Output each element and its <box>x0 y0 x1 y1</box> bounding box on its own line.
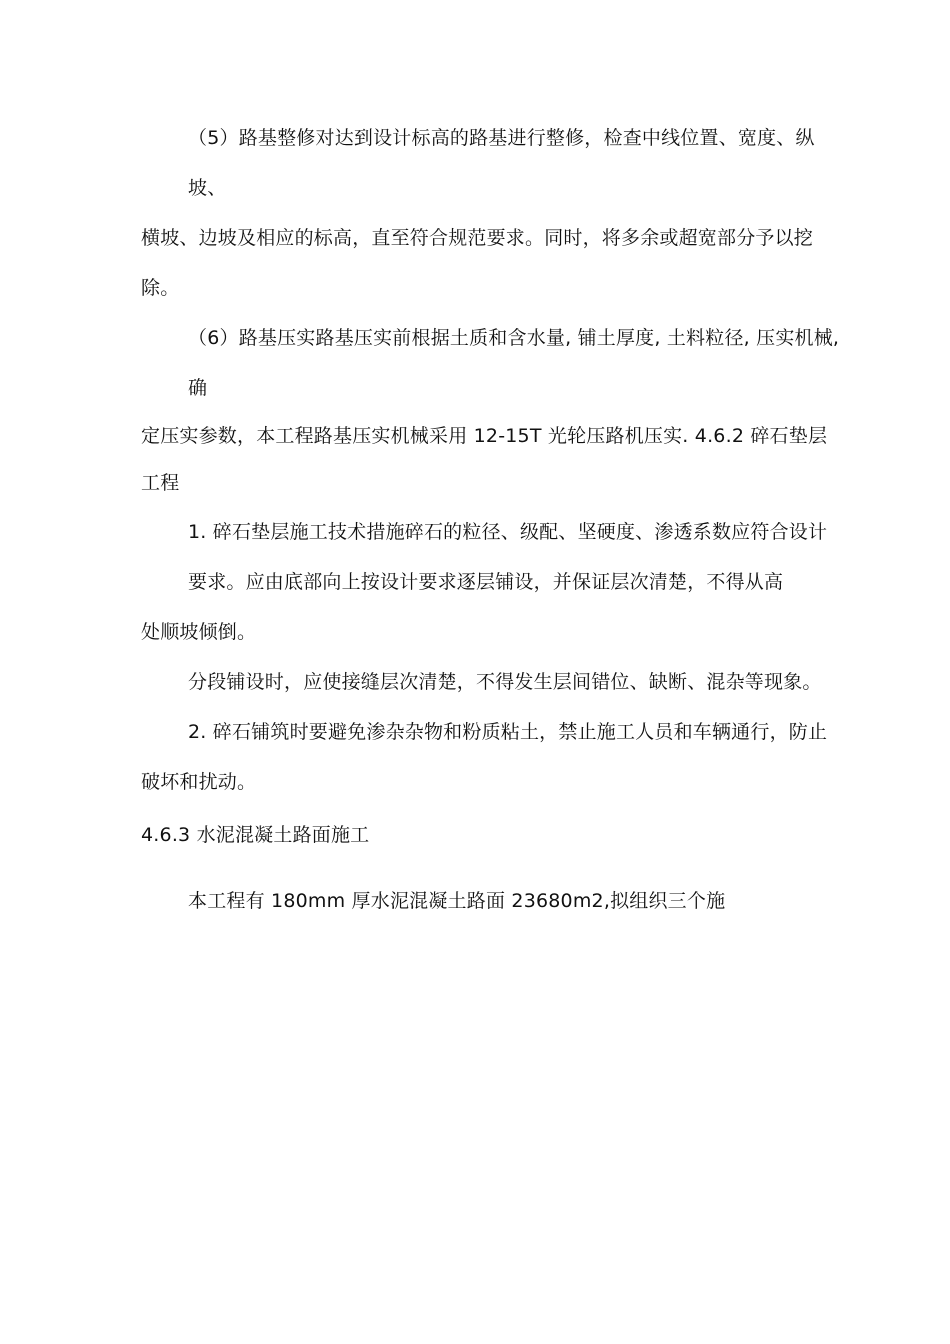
text-line-segment-laying: 分段铺设时，应使接缝层次清楚，不得发生层间错位、缺断、混杂等现象。 <box>188 671 822 693</box>
text-line-continuation: 处顺坡倾倒。 <box>141 621 257 643</box>
text-line-subgrade-trimming: （5）路基整修对达到设计标高的路基进行整修，检查中线位置、宽度、纵 <box>188 127 815 149</box>
text-line-continuation: 确 <box>188 377 208 399</box>
text-line-continuation: 坡、 <box>188 177 227 199</box>
text-line-continuation: 定压实参数，本工程路基压实机械采用 12-15T 光轮压路机压实. 4.6.2 碎石垫层 <box>141 425 828 447</box>
section-heading-concrete-pavement: 4.6.3 水泥混凝土路面施工 <box>141 824 370 846</box>
text-line-continuation: 除。 <box>141 277 180 299</box>
text-line-continuation: 横坡、边坡及相应的标高，直至符合规范要求。同时，将多余或超宽部分予以挖 <box>141 227 814 249</box>
text-line-gravel-item-1: 1. 碎石垫层施工技术措施碎石的粒径、级配、坚硬度、渗透系数应符合设计 <box>188 521 828 543</box>
text-line-concrete-pavement-intro: 本工程有 180mm 厚水泥混凝土路面 23680m2,拟组织三个施 <box>188 890 726 912</box>
text-line-continuation: 要求。应由底部向上按设计要求逐层铺设，并保证层次清楚，不得从高 <box>188 571 784 593</box>
text-line-continuation: 工程 <box>141 472 180 494</box>
text-line-subgrade-compaction: （6）路基压实路基压实前根据土质和含水量, 铺土厚度, 土料粒径, 压实机械, <box>188 327 840 349</box>
text-line-continuation: 破坏和扰动。 <box>141 771 257 793</box>
text-line-gravel-item-2: 2. 碎石铺筑时要避免渗杂杂物和粉质粘土，禁止施工人员和车辆通行，防止 <box>188 721 828 743</box>
